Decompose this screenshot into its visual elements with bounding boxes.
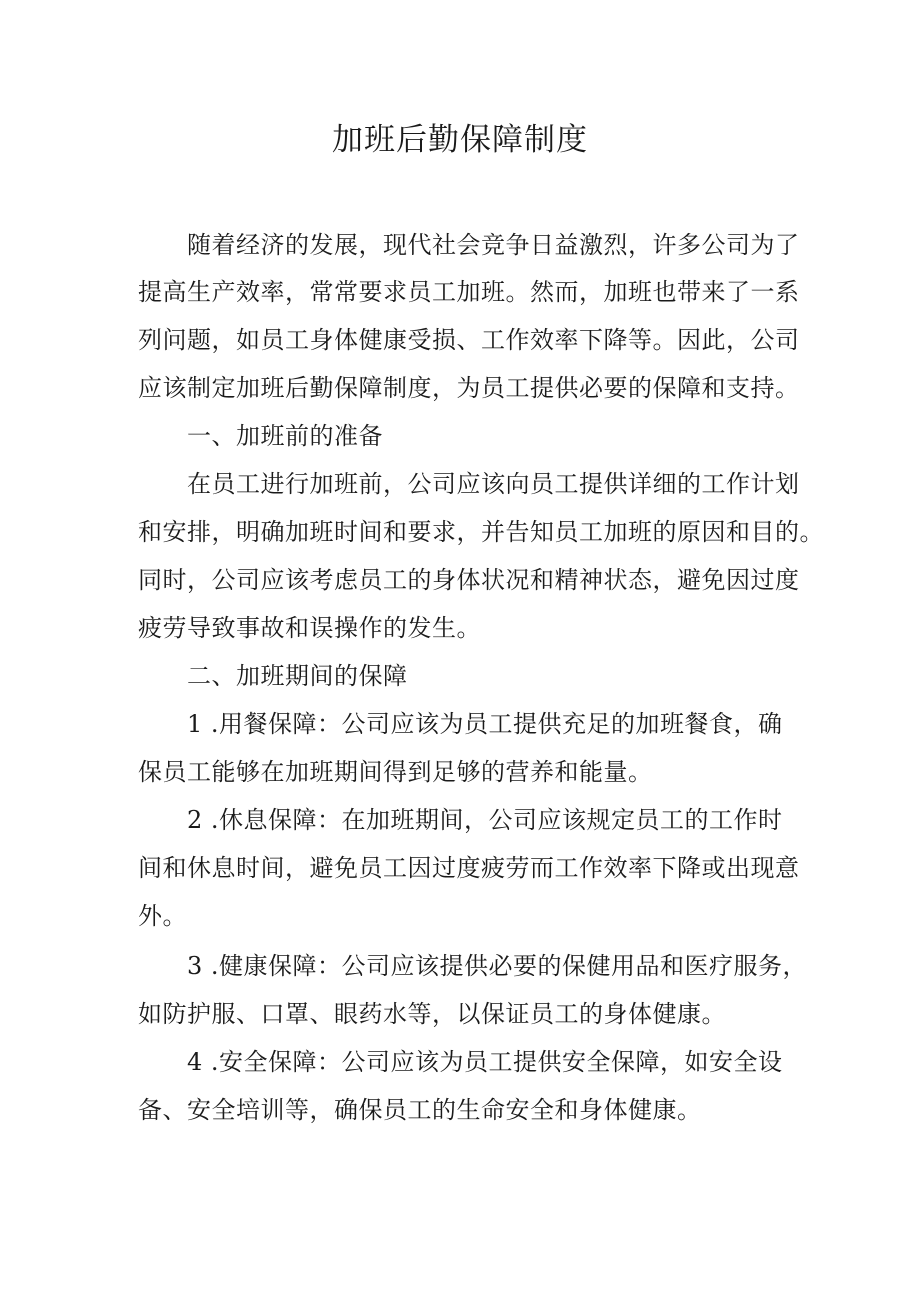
paragraph-line: 应该制定加班后勤保障制度，为员工提供必要的保障和支持。 xyxy=(138,374,800,402)
list-item-line: 1 .用餐保障：公司应该为员工提供充足的加班餐食，确 xyxy=(187,710,783,738)
paragraph-line: 列问题，如员工身体健康受损、工作效率下降等。因此，公司 xyxy=(138,326,800,354)
list-item-line: 3 .健康保障：公司应该提供必要的保健用品和医疗服务， xyxy=(187,952,808,980)
section-heading: 二、加班期间的保障 xyxy=(187,662,408,690)
list-item-line: 4 .安全保障：公司应该为员工提供安全保障，如安全设 xyxy=(187,1048,783,1076)
list-item-line: 备、安全培训等，确保员工的生命安全和身体健康。 xyxy=(138,1096,702,1124)
paragraph-line: 提高生产效率，常常要求员工加班。然而，加班也带来了一系 xyxy=(138,278,800,306)
paragraph-line: 和安排，明确加班时间和要求，并告知员工加班的原因和目的。 xyxy=(138,518,824,546)
section-heading: 一、加班前的准备 xyxy=(187,422,383,450)
paragraph-line: 同时，公司应该考虑员工的身体状况和精神状态，避免因过度 xyxy=(138,566,800,594)
paragraph-line: 疲劳导致事故和误操作的发生。 xyxy=(138,614,481,642)
document-title: 加班后勤保障制度 xyxy=(332,122,588,158)
paragraph-line: 随着经济的发展，现代社会竞争日益激烈，许多公司为了 xyxy=(187,231,800,259)
paragraph-line: 在员工进行加班前，公司应该向员工提供详细的工作计划 xyxy=(187,470,800,498)
list-item-line: 保员工能够在加班期间得到足够的营养和能量。 xyxy=(138,758,653,786)
list-item-line: 如防护服、口罩、眼药水等，以保证员工的身体健康。 xyxy=(138,1000,726,1028)
list-item-line: 外。 xyxy=(138,902,187,930)
list-item-line: 2 .休息保障：在加班期间，公司应该规定员工的工作时 xyxy=(187,806,783,834)
list-item-line: 间和休息时间，避免员工因过度疲劳而工作效率下降或出现意 xyxy=(138,854,800,882)
